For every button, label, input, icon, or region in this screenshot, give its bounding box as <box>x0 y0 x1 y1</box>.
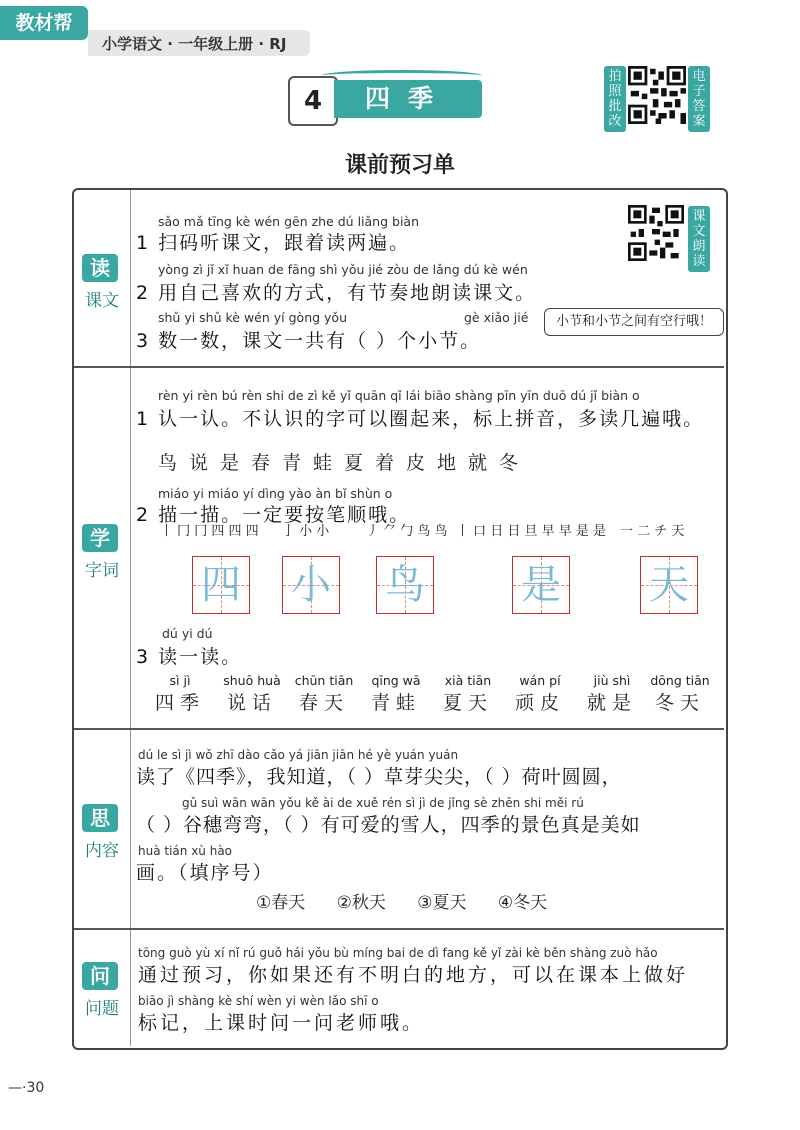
question-3: 3 数一数，课文一共有（ ）个小节。 <box>136 330 482 352</box>
pinyin-line: huà tián xù hào <box>138 844 233 858</box>
question-1: 1 扫码听课文，跟着读两遍。 <box>136 232 411 254</box>
qr-right-label: 电子答案 <box>688 66 710 132</box>
qr-small-label: 课文朗读 <box>688 206 710 272</box>
section-divider <box>74 366 724 368</box>
pinyin-line: biāo jì shàng kè shí wèn yi wèn lǎo shī o <box>138 994 379 1008</box>
ask-line-1: 通过预习，你如果还有不明白的地方，可以在课本上做好 <box>138 964 689 986</box>
pinyin-line: gè xiǎo jié <box>464 310 529 325</box>
stroke-order: 丨 冂 冂 四 四 四 <box>160 524 259 539</box>
pinyin-line: yòng zì jǐ xǐ huan de fāng shì yǒu jié zòu de lǎng dú kè wén <box>158 262 528 277</box>
pinyin-line: dú le sì jì wǒ zhī dào cǎo yá jiān jiān hé yè yuán yuán <box>138 748 459 762</box>
ask-label: 问题 <box>85 999 119 1019</box>
tracing-box[interactable] <box>282 556 340 614</box>
section-divider <box>74 728 724 730</box>
word-pinyin: jiù shì <box>593 673 631 688</box>
brand-badge: 教材帮 <box>0 6 88 40</box>
question-2: 2 描一描。一定要按笔顺哦。 <box>136 504 411 526</box>
question-3: 3 读一读。 <box>136 646 243 668</box>
lesson-title: 四季 <box>334 80 482 118</box>
word-pinyin: wán pí <box>519 673 561 688</box>
page-number: —·30 <box>8 1080 45 1096</box>
column-divider <box>130 190 131 1046</box>
qr-code-icon[interactable] <box>628 66 686 124</box>
qr-code-icon[interactable] <box>628 205 684 261</box>
trace-char: 鸟 <box>385 562 425 608</box>
word-pinyin: shuō huà <box>223 673 281 688</box>
tracing-box[interactable] <box>640 556 698 614</box>
pinyin-line: tōng guò yù xí nǐ rú guǒ hái yǒu bù míng bai de dì fang kě yǐ zài kè běn shàng zuò hǎo <box>138 946 658 960</box>
word: 青蛙 <box>370 692 421 714</box>
trace-char: 四 <box>201 562 241 608</box>
word-pinyin: dōng tiān <box>650 673 710 688</box>
think-label: 内容 <box>85 841 119 861</box>
page-number-value: 30 <box>26 1080 45 1096</box>
read-label: 课文 <box>85 291 119 311</box>
pinyin-line: gǔ suì wān wān yǒu kě ài de xuě rén sì jì de jǐng sè zhēn shi měi rú <box>182 796 584 810</box>
ask-line-2: 标记，上课时问一问老师哦。 <box>138 1012 425 1034</box>
tracing-box[interactable] <box>376 556 434 614</box>
word: 冬天 <box>654 692 705 714</box>
pinyin-line: dú yi dú <box>162 626 213 641</box>
qr-left-label: 拍照批改 <box>604 66 626 132</box>
stroke-order: 丿 ⺈ 勹 鸟 鸟 <box>366 524 448 539</box>
think-tag: 思 <box>82 804 118 832</box>
word: 顽皮 <box>514 692 565 714</box>
trace-char: 小 <box>291 562 331 608</box>
word: 夏天 <box>442 692 493 714</box>
lesson-number: 4 <box>288 76 338 126</box>
question-2: 2 用自己喜欢的方式，有节奏地朗读课文。 <box>136 282 537 304</box>
think-line-3: 画。（填序号） <box>136 862 274 884</box>
word-pinyin: xià tiān <box>444 673 492 688</box>
tracing-box[interactable] <box>512 556 570 614</box>
ask-tag: 问 <box>82 962 118 990</box>
tip-bubble: 小节和小节之间有空行哦！ <box>544 308 724 336</box>
page-title: 课前预习单 <box>344 153 455 178</box>
section-divider <box>74 928 724 930</box>
learn-tag: 学 <box>82 524 118 552</box>
think-line-2: （ ）谷穗弯弯，（ ）有可爱的雪人，四季的景色真是美如 <box>136 814 641 836</box>
read-tag: 读 <box>82 254 118 282</box>
pinyin-line: miáo yi miáo yí dìng yào àn bǐ shùn o <box>158 486 393 501</box>
word: 说话 <box>226 692 277 714</box>
book-subtitle: 小学语文 · 一年级上册 · RJ <box>102 35 287 53</box>
stroke-order: 一 二 チ 天 <box>620 524 685 539</box>
character-list: 鸟说是春青蛙夏着皮地就冬 <box>158 452 531 474</box>
tracing-box[interactable] <box>192 556 250 614</box>
trace-char: 天 <box>649 562 689 608</box>
answer-options: ①春天 ②秋天 ③夏天 ④冬天 <box>256 893 548 913</box>
word: 四季 <box>154 692 205 714</box>
word: 就是 <box>586 692 637 714</box>
word-pinyin: chūn tiān <box>294 673 354 688</box>
question-1: 1 认一认。不认识的字可以圈起来，标上拼音，多读几遍哦。 <box>136 408 705 430</box>
pinyin-line: shǔ yi shǔ kè wén yí gòng yǒu <box>158 310 347 325</box>
word-pinyin: qīng wā <box>371 673 421 688</box>
think-line-1: 读了《四季》，我知道，（ ）草芽尖尖，（ ）荷叶圆圆， <box>136 766 622 788</box>
stroke-order: 亅 小 小 <box>282 524 330 539</box>
stroke-order: 丨 口 日 日 旦 早 早 是 是 <box>456 524 607 539</box>
pinyin-line: sǎo mǎ tīng kè wén gēn zhe dú liǎng biàn <box>158 214 419 229</box>
pinyin-line: rèn yi rèn bú rèn shi de zì kě yǐ quān qǐ lái biāo shàng pīn yīn duō dú jǐ biàn o <box>158 388 640 403</box>
word-pinyin: sì jì <box>169 673 191 688</box>
learn-label: 字词 <box>85 561 119 581</box>
trace-char: 是 <box>521 562 561 608</box>
word: 春天 <box>298 692 349 714</box>
